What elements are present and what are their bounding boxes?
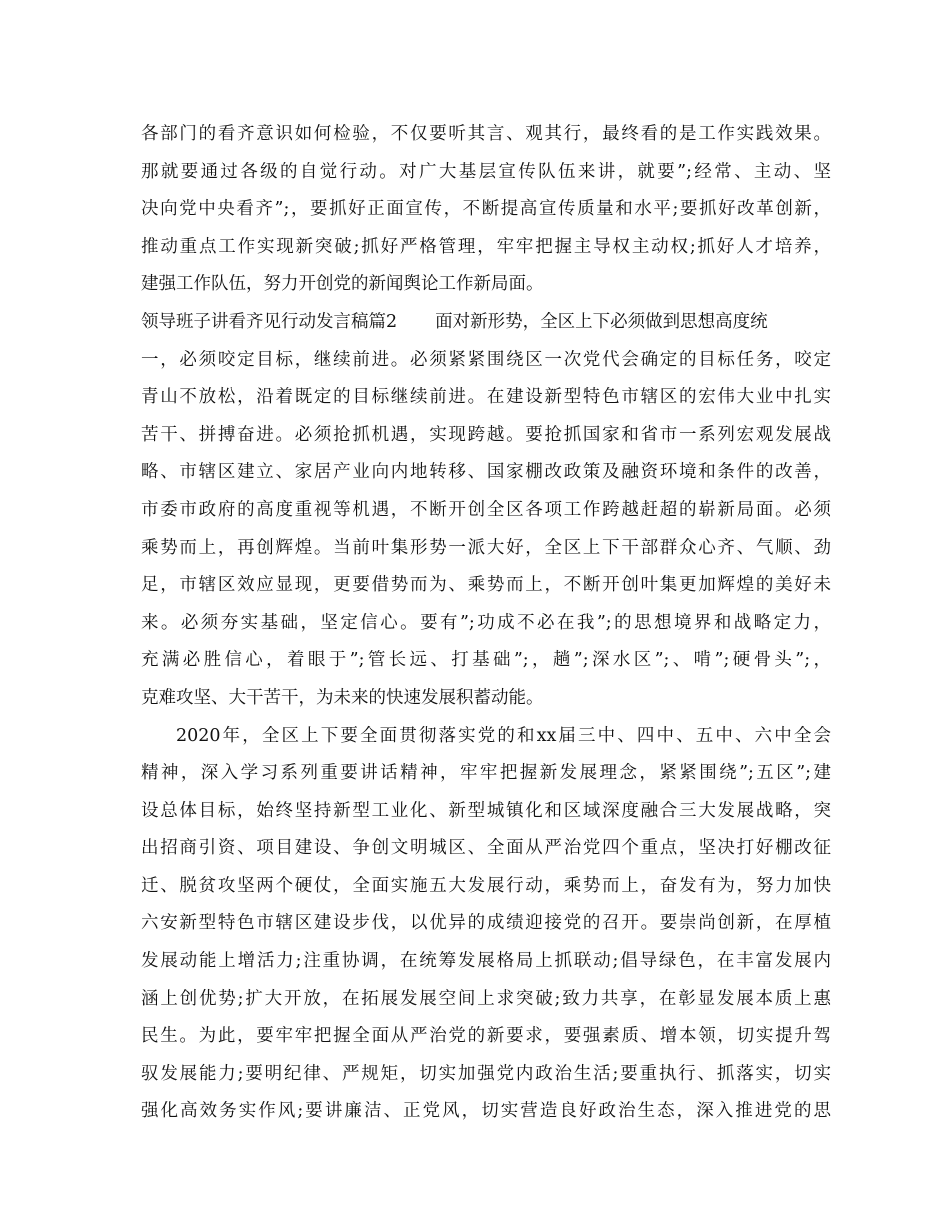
text-line: 建强工作队伍，努力开创党的新闻舆论工作新局面。 [141,274,544,295]
text-line: 迁、脱贫攻坚两个硬仗，全面实施五大发展行动，乘势而上，奋发有为，努力加快 [141,875,831,896]
text-line: 决向党中央看齐”;，要抓好正面宣传，不断提高宣传质量和水平;要抓好改革创新， [141,199,831,220]
text-line: 设总体目标，始终坚持新型工业化、新型城镇化和区域深度融合三大发展战略，突 [141,800,831,821]
text-line: 充满必胜信心，着眼于”;管长远、打基础”;，趟”;深水区”;、啃”;硬骨头”;， [141,650,831,671]
text-line: 六安新型特色市辖区建设步伐，以优异的成绩迎接党的召开。要崇尚创新，在厚植 [141,913,831,934]
text-line: 驭发展能力;要明纪律、严规矩，切实加强党内政治生活;要重执行、抓落实，切实 [141,1063,831,1084]
text-line: 青山不放松，沿着既定的目标继续前进。在建设新型特色市辖区的宏伟大业中扎实 [141,387,831,408]
text-line: 乘势而上，再创辉煌。当前叶集形势一派大好，全区上下干部群众心齐、气顺、劲 [141,537,831,558]
text-line: 市委市政府的高度重视等机遇，不断开创全区各项工作跨越赶超的崭新局面。必须 [141,499,831,520]
text-segment: 面对新形势，全区上下必须做到思想高度统 [435,311,768,332]
text-line: 推动重点工作实现新突破;抓好严格管理，牢牢把握主导权主动权;抓好人才培养， [141,236,831,257]
text-line: 2020年，全区上下要全面贯彻落实党的和xx届三中、四中、五中、六中全会 [176,725,831,746]
document-body [141,116,831,1131]
text-line: 发展动能上增活力;注重协调，在统筹发展格局上抓联动;倡导绿色，在丰富发展内 [141,951,831,972]
text-line: 来。必须夯实基础，坚定信心。要有”;功成不必在我”;的思想境界和战略定力， [141,612,831,633]
text-line: 苦干、拼搏奋进。必须抢抓机遇，实现跨越。要抢抓国家和省市一系列宏观发展战 [141,424,831,445]
text-line: 涵上创优势;扩大开放，在拓展发展空间上求突破;致力共享，在彰显发展本质上惠 [141,988,831,1009]
text-line: 克难攻坚、大干苦干，为未来的快速发展积蓄动能。 [141,687,544,708]
section-heading-line [141,304,831,342]
text-line: 出招商引资、项目建设、争创文明城区、全面从严治党四个重点，坚决打好棚改征 [141,838,831,859]
text-line: 略、市辖区建立、家居产业向内地转移、国家棚改政策及融资环境和条件的改善， [141,462,831,483]
text-line: 一，必须咬定目标，继续前进。必须紧紧围绕区一次党代会确定的目标任务，咬定 [141,349,831,370]
text-line: 那就要通过各级的自觉行动。对广大基层宣传队伍来讲，就要”;经常、主动、坚 [141,161,831,182]
text-line: 各部门的看齐意识如何检验，不仅要听其言、观其行，最终看的是工作实践效果。 [141,124,831,144]
text-line: 民生。为此，要牢牢把握全面从严治党的新要求，要强素质、增本领，切实提升驾 [141,1026,831,1047]
text-line: 强化高效务实作风;要讲廉洁、正党风，切实营造良好政治生态，深入推进党的思 [141,1101,831,1122]
section-title: 领导班子讲看齐见行动发言稿篇2 [141,311,398,332]
text-line: 精神，深入学习系列重要讲话精神，牢牢把握新发展理念，紧紧围绕”;五区”;建 [141,763,831,784]
text-line: 足，市辖区效应显现，更要借势而为、乘势而上，不断开创叶集更加辉煌的美好未 [141,575,831,596]
